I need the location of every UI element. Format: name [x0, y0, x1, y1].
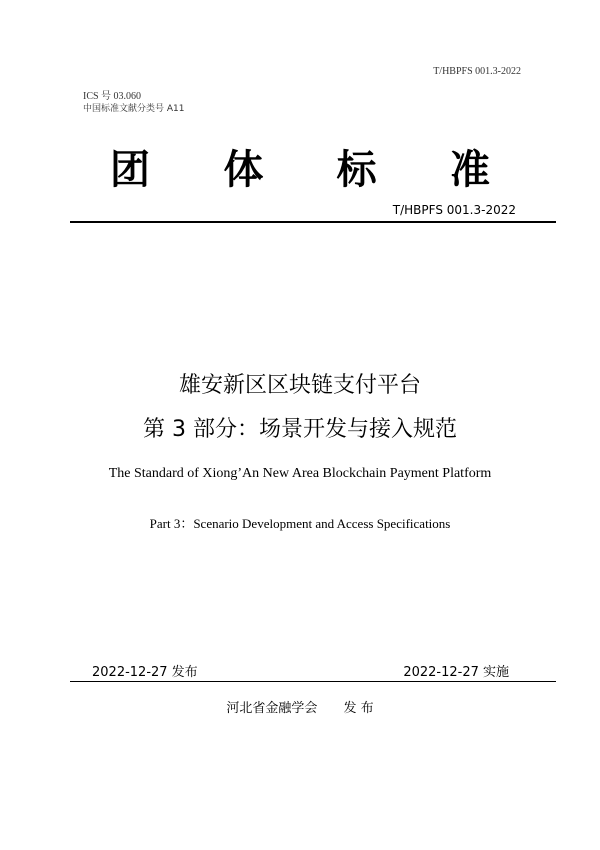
publisher-name: 河北省金融学会 [226, 701, 318, 716]
title-chinese-line2: 第 3 部分：场景开发与接入规范 [143, 417, 457, 442]
standard-code-header: T/HBPFS 001.3-2022 [433, 66, 521, 77]
ccs-code: 中国标准文献分类号 A11 [83, 104, 185, 114]
ics-code: ICS 号 03.060 [83, 91, 142, 102]
footer-divider [70, 681, 556, 682]
main-title [110, 138, 490, 195]
implementation-date: 2022-12-27 实施 [403, 665, 509, 680]
issue-date: 2022-12-27 发布 [92, 665, 198, 680]
title-english-line1: The Standard of Xiong’An New Area Blockchain Payment Platform [108, 466, 492, 481]
title-divider [70, 221, 556, 223]
standard-number: T/HBPFS 001.3-2022 [392, 203, 516, 217]
main-title-char: 标 [336, 147, 377, 193]
publisher [0, 697, 600, 716]
main-title-char: 体 [223, 147, 264, 193]
title-chinese-line1: 雄安新区区块链支付平台 [178, 373, 421, 398]
publisher-action: 发 布 [343, 701, 374, 716]
main-title-char: 准 [449, 147, 490, 193]
title-english-line2: Part 3：Scenario Development and Access Specifications [149, 516, 451, 531]
main-title-char: 团 [110, 147, 150, 193]
